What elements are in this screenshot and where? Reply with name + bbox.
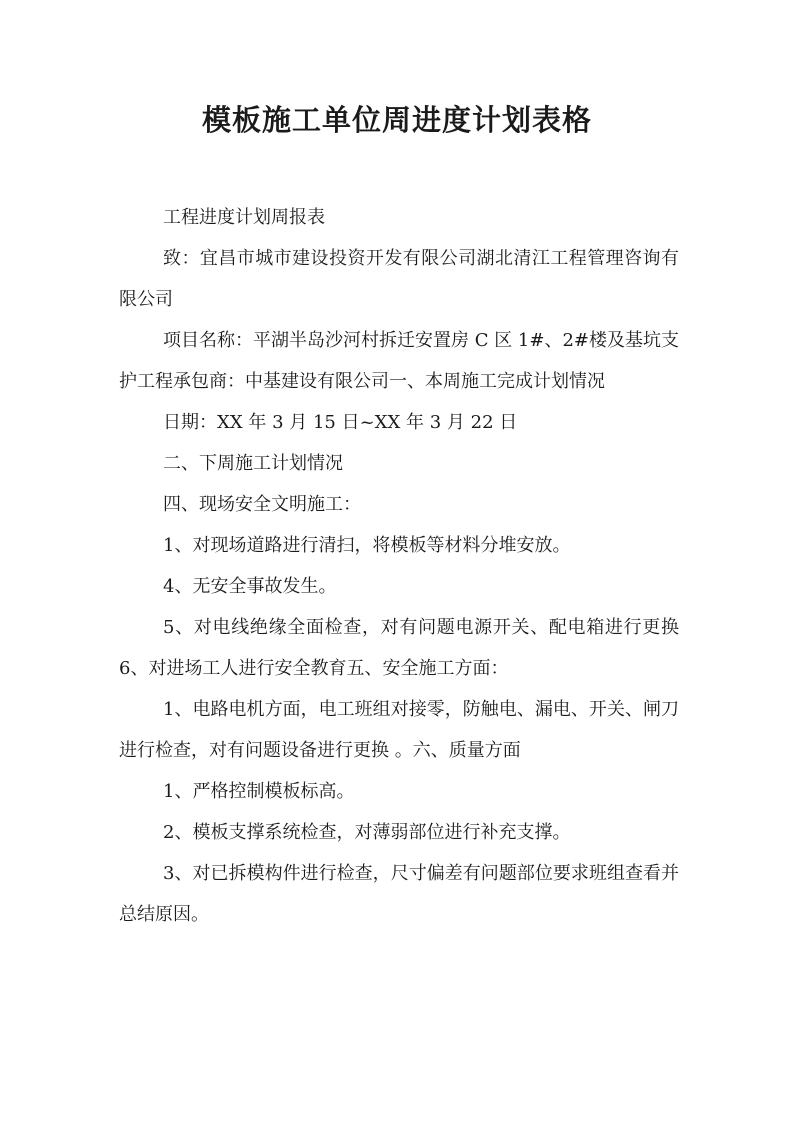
construction-safety-item-1: 1、电路电机方面，电工班组对接零，防触电、漏电、开关、闸刀进行检查，对有问题设备进行更换 。六、质量方面 <box>119 699 679 761</box>
recipient-line: 致：宜昌市城市建设投资开发有限公司湖北清江工程管理咨询有限公司 <box>119 248 679 310</box>
document-title: 模板施工单位周进度计划表格 <box>201 103 592 137</box>
quality-item-1: 1、严格控制模板标高。 <box>163 781 355 802</box>
report-heading: 工程进度计划周报表 <box>163 207 325 228</box>
section-next-week-plan: 二、下周施工计划情况 <box>163 453 343 474</box>
safety-item-4: 4、无安全事故发生。 <box>163 576 337 597</box>
quality-item-3: 3、对已拆模构件进行检查，尺寸偏差有问题部位要求班组查看并总结原因。 <box>119 863 679 925</box>
safety-item-1: 1、对现场道路进行清扫，将模板等材料分堆安放。 <box>163 535 571 556</box>
quality-item-2: 2、模板支撑系统检查，对薄弱部位进行补充支撑。 <box>163 822 571 843</box>
project-name-line: 项目名称：平湖半岛沙河村拆迁安置房 C 区 1#、2#楼及基坑支护工程承包商：中基建设有限公司一、本周施工完成计划情况 <box>119 330 680 392</box>
date-line: 日期：XX 年 3 月 15 日~XX 年 3 月 22 日 <box>163 412 518 433</box>
safety-item-5: 5、对电线绝缘全面检查，对有问题电源开关、配电箱进行更换 6、对进场工人进行安全教育五、安全施工方面： <box>119 617 679 679</box>
document-body <box>119 197 679 935</box>
section-site-safety: 四、现场安全文明施工： <box>163 494 361 515</box>
